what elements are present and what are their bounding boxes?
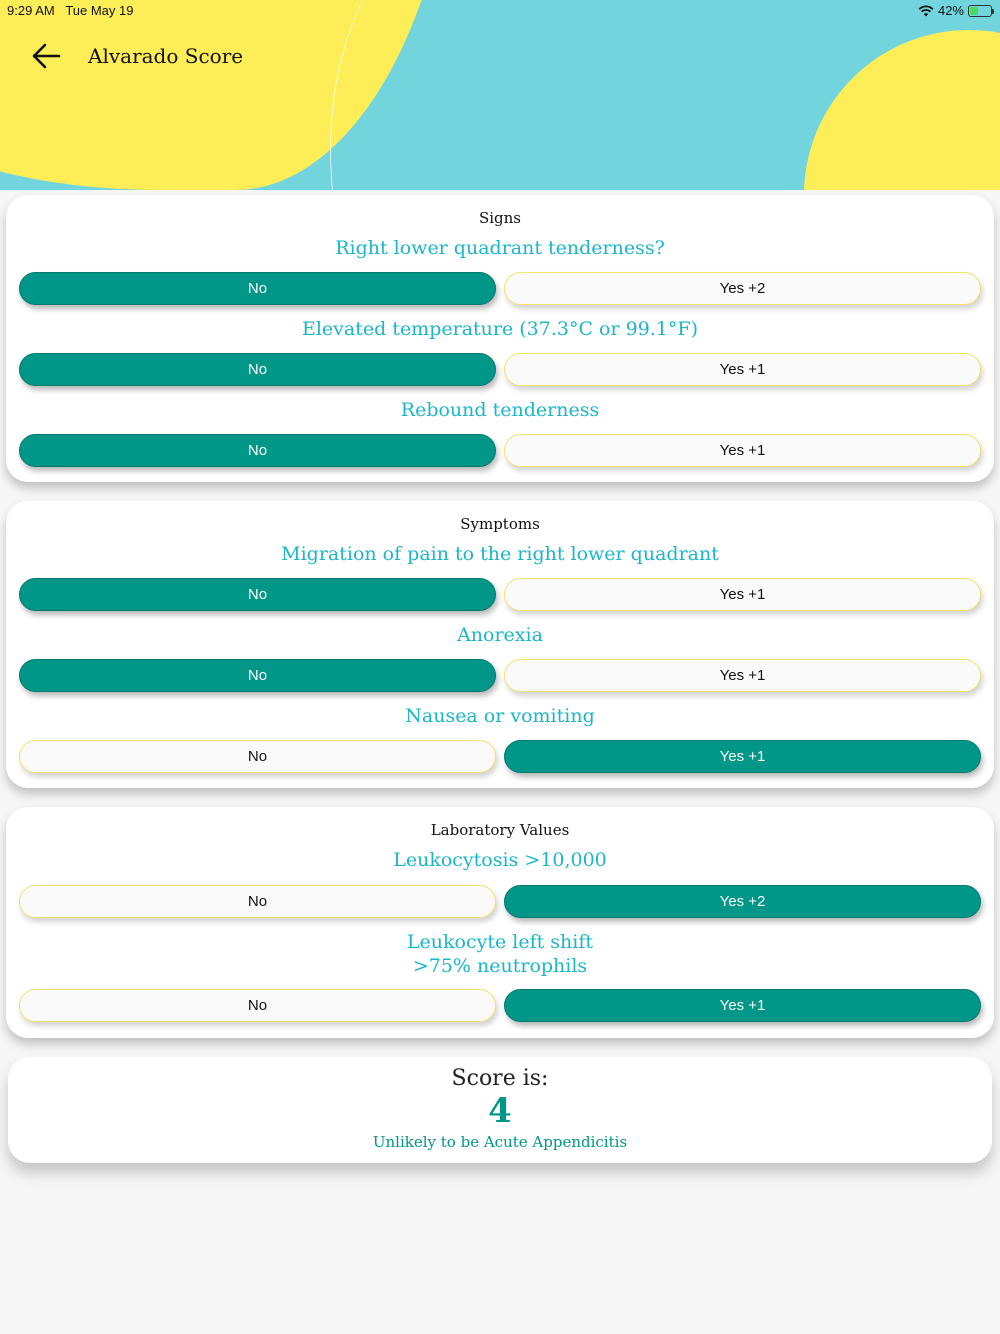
- question-rebound-tenderness: Rebound tenderness: [400, 399, 600, 421]
- page-title: Alvarado Score: [88, 44, 244, 68]
- header-arc-line: [330, 0, 550, 190]
- leukocytosis-no-button[interactable]: No: [19, 885, 496, 918]
- question-leukocytosis: Leukocytosis >10,000: [393, 849, 607, 871]
- left-shift-yes-button[interactable]: Yes +1: [504, 989, 981, 1022]
- symptoms-card: [6, 501, 994, 788]
- wifi-icon: [918, 5, 934, 17]
- left-shift-line2: >75% neutrophils: [412, 955, 588, 977]
- rlq-tenderness-yes-button[interactable]: Yes +2: [504, 272, 981, 305]
- elevated-temperature-no-button[interactable]: No: [19, 353, 496, 386]
- back-button[interactable]: [30, 38, 62, 74]
- question-nausea-vomiting: Nausea or vomiting: [405, 705, 595, 727]
- laboratory-card: [6, 807, 994, 1038]
- status-date-text: Tue May 19: [65, 3, 134, 18]
- signs-title: Signs: [478, 209, 522, 227]
- laboratory-title: Laboratory Values: [430, 821, 570, 839]
- question-elevated-temperature: Elevated temperature (37.3°C or 99.1°F): [301, 318, 699, 340]
- signs-card: [6, 195, 994, 482]
- nausea-vomiting-no-button[interactable]: No: [19, 740, 496, 773]
- header-banner: [0, 0, 1000, 190]
- score-label: Score is:: [451, 1066, 549, 1091]
- elevated-temperature-yes-button[interactable]: Yes +1: [504, 353, 981, 386]
- nav-bar: [30, 38, 243, 74]
- question-anorexia: Anorexia: [457, 624, 543, 646]
- pain-migration-yes-button[interactable]: Yes +1: [504, 578, 981, 611]
- question-pain-migration: Migration of pain to the right lower quadrant: [281, 543, 719, 565]
- question-rlq-tenderness: Right lower quadrant tenderness?: [335, 237, 665, 259]
- left-shift-line1: Leukocyte left shift: [406, 931, 594, 953]
- left-shift-no-button[interactable]: No: [19, 989, 496, 1022]
- leukocytosis-yes-button[interactable]: Yes +2: [504, 885, 981, 918]
- status-bar: [0, 0, 1000, 22]
- header-yellow-circle: [804, 30, 1000, 190]
- nausea-vomiting-yes-button[interactable]: Yes +1: [504, 740, 981, 773]
- symptoms-title: Symptoms: [460, 515, 540, 533]
- battery-fill: [970, 7, 978, 15]
- arrow-left-icon: [31, 43, 61, 69]
- score-card: [8, 1057, 992, 1163]
- battery-icon: [968, 5, 992, 17]
- score-interpretation: Unlikely to be Acute Appendicitis: [372, 1133, 628, 1151]
- rebound-tenderness-no-button[interactable]: No: [19, 434, 496, 467]
- anorexia-no-button[interactable]: No: [19, 659, 496, 692]
- pain-migration-no-button[interactable]: No: [19, 578, 496, 611]
- rebound-tenderness-yes-button[interactable]: Yes +1: [504, 434, 981, 467]
- anorexia-yes-button[interactable]: Yes +1: [504, 659, 981, 692]
- status-time-text: 9:29 AM: [7, 3, 55, 18]
- question-left-shift: [6, 930, 994, 978]
- status-right: [918, 3, 992, 18]
- status-time: [7, 3, 133, 18]
- battery-percent: 42%: [937, 3, 964, 18]
- rlq-tenderness-no-button[interactable]: No: [19, 272, 496, 305]
- score-value: 4: [488, 1091, 512, 1131]
